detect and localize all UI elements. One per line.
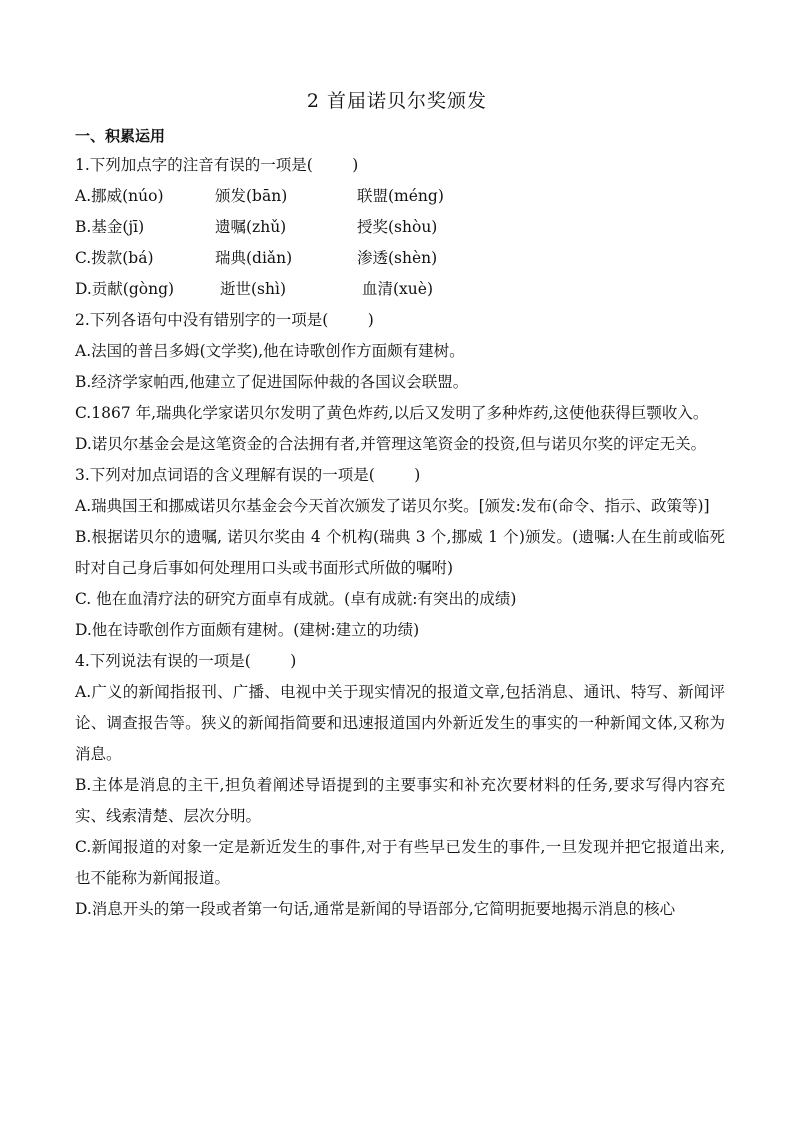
option-text: 血清(xuè)	[362, 280, 433, 298]
question-content	[75, 150, 725, 925]
question-3-option-a: A.瑞典国王和挪威诺贝尔基金会今天首次颁发了诺贝尔奖。[颁发:发布(命令、指示、政策等)]	[75, 497, 710, 515]
question-1-option-a	[75, 181, 725, 212]
question-4-stem: 4.下列说法有误的一项是( )	[75, 652, 297, 670]
question-3-option-c: C. 他在血清疗法的研究方面卓有成就。(卓有成就:有突出的成绩)	[75, 590, 517, 608]
option-text: D.贡献(gòng)	[75, 280, 175, 298]
question-1-option-b	[75, 212, 725, 243]
question-1-option-c	[75, 243, 725, 274]
question-4-option-c: C.新闻报道的对象一定是新近发生的事件,对于有些早已发生的事件,一旦发现并把它报道出来,也不能称为新闻报道。	[75, 838, 725, 887]
option-text: 授奖(shòu)	[357, 218, 438, 236]
question-2-option-c: C.1867 年,瑞典化学家诺贝尔发明了黄色炸药,以后又发明了多种炸药,这使他获得巨颚收入。	[75, 404, 709, 422]
option-text: 颁发(bān)	[215, 187, 288, 205]
option-text: 联盟(méng)	[357, 187, 444, 205]
question-1-option-d	[75, 274, 725, 305]
question-2-option-d: D.诺贝尔基金会是这笔资金的合法拥有者,并管理这笔资金的投资,但与诺贝尔奖的评定无关。	[75, 435, 707, 453]
question-4-option-b: B.主体是消息的主干,担负着阐述导语提到的主要事实和补充次要材料的任务,要求写得内容充实、线索清楚、层次分明。	[75, 776, 725, 825]
option-text: C.拨款(bá)	[75, 249, 154, 267]
question-2-option-a: A.法国的普吕多姆(文学奖),他在诗歌创作方面颇有建树。	[75, 342, 465, 360]
question-1-stem: 1.下列加点字的注音有误的一项是( )	[75, 156, 359, 174]
option-text: 渗透(shèn)	[357, 249, 438, 267]
question-3-stem: 3.下列对加点词语的含义理解有误的一项是( )	[75, 466, 421, 484]
option-text: 瑞典(diǎn)	[215, 249, 293, 267]
question-4-option-a: A.广义的新闻指报刊、广播、电视中关于现实情况的报道文章,包括消息、通讯、特写、新闻评论、调查报告等。狭义的新闻指简要和迅速报道国内外新近发生的事实的一种新闻文体,又称为消息。	[75, 683, 725, 763]
page-title: 2 首届诺贝尔奖颁发	[306, 90, 488, 112]
option-text: B.基金(jī)	[75, 218, 145, 236]
question-2-stem: 2.下列各语句中没有错别字的一项是( )	[75, 311, 374, 329]
option-text: 逝世(shì)	[220, 280, 286, 298]
question-4-option-d: D.消息开头的第一段或者第一句话,通常是新闻的导语部分,它简明扼要地揭示消息的核心	[75, 900, 676, 918]
question-3-option-d: D.他在诗歌创作方面颇有建树。(建树:建立的功绩)	[75, 621, 420, 639]
question-2-option-b: B.经济学家帕西,他建立了促进国际仲裁的各国议会联盟。	[75, 373, 469, 391]
option-text: A.挪威(núo)	[75, 187, 164, 205]
question-3-option-b: B.根据诺贝尔的遗嘱, 诺贝尔奖由 4 个机构(瑞典 3 个,挪威 1 个)颁发。(遗嘱:人在生前或临死时对自己身后事如何处理用口头或书面形式所做的嘱咐)	[75, 528, 725, 577]
option-text: 遗嘱(zhǔ)	[215, 218, 287, 236]
section-heading: 一、积累运用	[75, 127, 166, 145]
